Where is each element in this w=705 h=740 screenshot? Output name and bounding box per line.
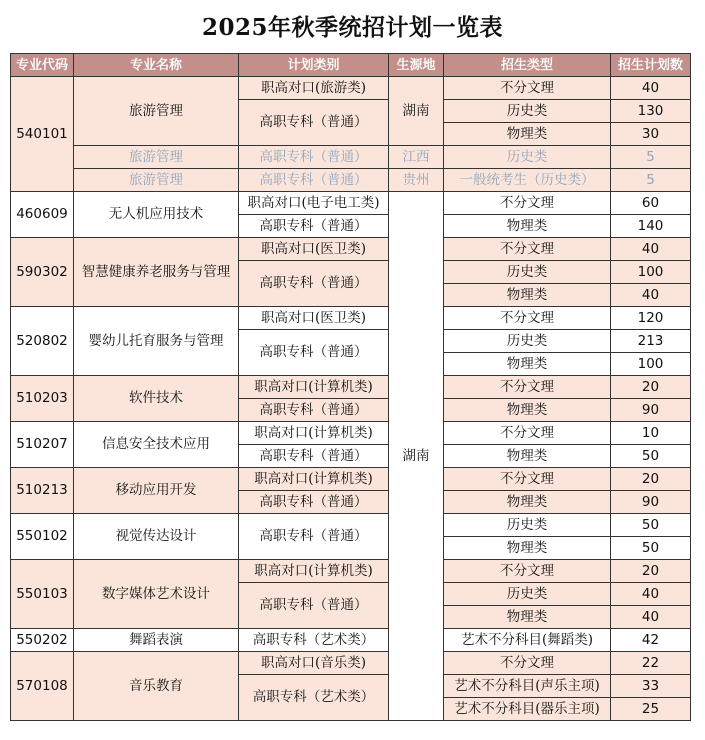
plan-count: 50 [611,537,691,560]
enrollment-plan-table [10,53,691,721]
table-row [11,376,691,399]
plan-count: 40 [611,583,691,606]
major-code: 510213 [11,468,74,514]
plan-count: 90 [611,491,691,514]
plan-count: 130 [611,100,691,123]
major-name: 婴幼儿托育服务与管理 [74,307,239,376]
major-name: 移动应用开发 [74,468,239,514]
header-plan-type: 计划类别 [239,54,389,77]
plan-type: 高职专科（普通） [239,146,389,169]
origin: 贵州 [389,169,444,192]
plan-type: 职高对口(电子电工类) [239,192,389,215]
category: 物理类 [444,284,611,307]
plan-type: 高职专科（普通） [239,215,389,238]
table-row [11,629,691,652]
category: 物理类 [444,353,611,376]
category: 历史类 [444,583,611,606]
major-code: 590302 [11,238,74,307]
header-major: 专业名称 [74,54,239,77]
plan-type: 职高对口(医卫类) [239,307,389,330]
header-category: 招生类型 [444,54,611,77]
category: 不分文理 [444,560,611,583]
header-count: 招生计划数 [611,54,691,77]
plan-type: 高职专科（普通） [239,169,389,192]
plan-count: 30 [611,123,691,146]
major-name: 视觉传达设计 [74,514,239,560]
table-row [11,192,691,215]
table-row [11,422,691,445]
major-code: 550103 [11,560,74,629]
plan-type: 高职专科（普通） [239,100,389,146]
category: 不分文理 [444,238,611,261]
category: 不分文理 [444,192,611,215]
plan-count: 22 [611,652,691,675]
major-name: 软件技术 [74,376,239,422]
table-row [11,238,691,261]
plan-type: 职高对口(医卫类) [239,238,389,261]
category: 物理类 [444,606,611,629]
plan-type: 职高对口(计算机类) [239,422,389,445]
category: 不分文理 [444,652,611,675]
plan-count: 5 [611,146,691,169]
plan-count: 60 [611,192,691,215]
category: 不分文理 [444,422,611,445]
category: 物理类 [444,445,611,468]
category: 历史类 [444,146,611,169]
plan-type: 高职专科（艺术类） [239,629,389,652]
table-row [11,169,691,192]
plan-count: 40 [611,238,691,261]
origin: 湖南 [389,77,444,146]
origin: 江西 [389,146,444,169]
plan-type: 职高对口(计算机类) [239,468,389,491]
plan-type: 高职专科（普通） [239,330,389,376]
category: 不分文理 [444,376,611,399]
category: 物理类 [444,399,611,422]
header-origin: 生源地 [389,54,444,77]
plan-type: 高职专科（普通） [239,261,389,307]
origin: 湖南 [389,192,444,721]
category: 历史类 [444,514,611,537]
plan-type: 高职专科（普通） [239,514,389,560]
category: 一般统考生（历史类） [444,169,611,192]
category: 不分文理 [444,468,611,491]
plan-count: 50 [611,445,691,468]
major-code: 510207 [11,422,74,468]
major-name: 无人机应用技术 [74,192,239,238]
major-name: 音乐教育 [74,652,239,721]
plan-type: 职高对口(音乐类) [239,652,389,675]
table-header-row [11,54,691,77]
category: 艺术不分科目(器乐主项) [444,698,611,721]
plan-count: 40 [611,77,691,100]
plan-count: 10 [611,422,691,445]
table-row [11,307,691,330]
category: 历史类 [444,330,611,353]
plan-type: 高职专科（普通） [239,491,389,514]
plan-count: 40 [611,284,691,307]
plan-type: 高职专科（普通） [239,445,389,468]
category: 物理类 [444,123,611,146]
plan-count: 90 [611,399,691,422]
table-row [11,146,691,169]
plan-count: 20 [611,468,691,491]
major-code: 510203 [11,376,74,422]
major-name: 旅游管理 [74,146,239,169]
major-name: 数字媒体艺术设计 [74,560,239,629]
category: 物理类 [444,215,611,238]
plan-count: 50 [611,514,691,537]
major-code: 570108 [11,652,74,721]
category: 艺术不分科目(舞蹈类) [444,629,611,652]
table-row [11,560,691,583]
plan-type: 职高对口(计算机类) [239,376,389,399]
plan-type: 职高对口(旅游类) [239,77,389,100]
major-name: 旅游管理 [74,77,239,146]
category: 物理类 [444,537,611,560]
category: 不分文理 [444,307,611,330]
plan-count: 140 [611,215,691,238]
plan-count: 40 [611,606,691,629]
plan-type: 高职专科（普通） [239,399,389,422]
major-name: 智慧健康养老服务与管理 [74,238,239,307]
plan-type: 职高对口(计算机类) [239,560,389,583]
header-code: 专业代码 [11,54,74,77]
table-row [11,514,691,537]
plan-count: 5 [611,169,691,192]
plan-count: 20 [611,560,691,583]
major-code: 460609 [11,192,74,238]
plan-type: 高职专科（艺术类） [239,675,389,721]
plan-type: 高职专科（普通） [239,583,389,629]
plan-count: 213 [611,330,691,353]
category: 历史类 [444,100,611,123]
table-row [11,652,691,675]
plan-count: 42 [611,629,691,652]
category: 历史类 [444,261,611,284]
table-row [11,468,691,491]
plan-count: 33 [611,675,691,698]
category: 物理类 [444,491,611,514]
major-name: 信息安全技术应用 [74,422,239,468]
plan-count: 120 [611,307,691,330]
plan-count: 25 [611,698,691,721]
plan-count: 100 [611,353,691,376]
plan-count: 20 [611,376,691,399]
major-code: 520802 [11,307,74,376]
category: 不分文理 [444,77,611,100]
plan-count: 100 [611,261,691,284]
major-name: 舞蹈表演 [74,629,239,652]
page-title: 2025年秋季统招计划一览表 [201,14,503,41]
table-row [11,77,691,100]
major-code: 540101 [11,77,74,192]
category: 艺术不分科目(声乐主项) [444,675,611,698]
major-code: 550202 [11,629,74,652]
major-code: 550102 [11,514,74,560]
major-name: 旅游管理 [74,169,239,192]
